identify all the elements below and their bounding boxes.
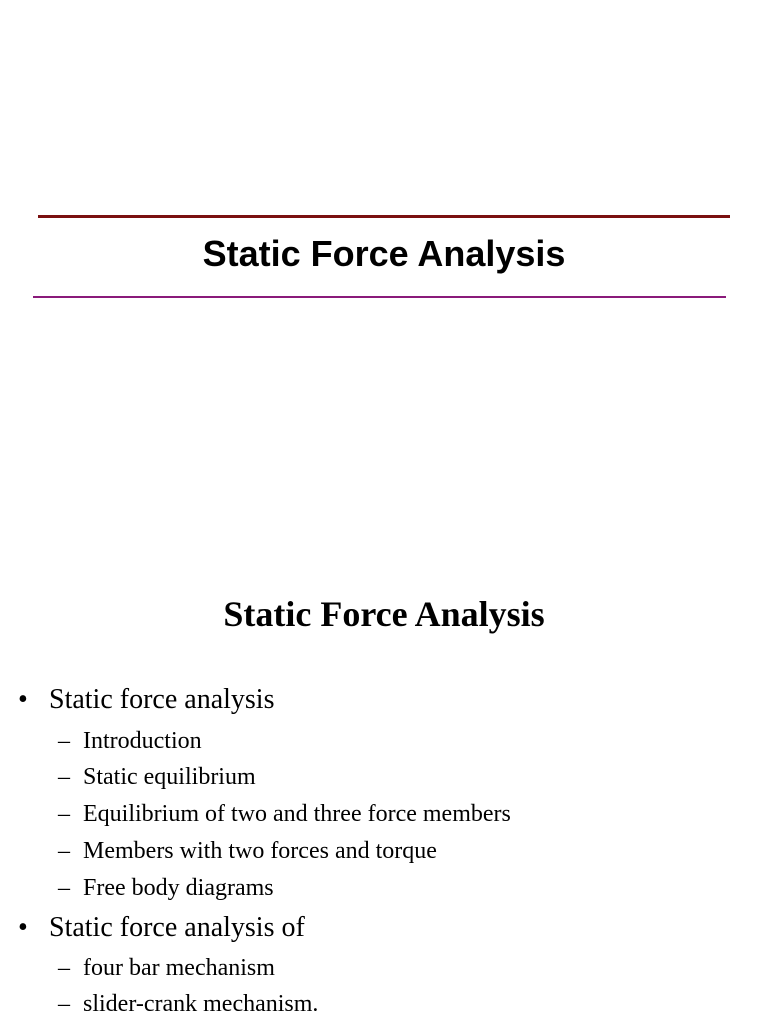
- sub-bullet-item: [58, 953, 275, 983]
- bullet-text: Static force analysis: [49, 684, 275, 715]
- sub-bullet-text: Members with two forces and torque: [83, 838, 437, 864]
- sub-bullet-marker: –: [58, 728, 70, 754]
- sub-bullet-marker: –: [58, 838, 70, 864]
- sub-bullet-text: Introduction: [83, 728, 202, 754]
- cover-title: Static Force Analysis: [202, 233, 566, 274]
- sub-bullet-marker: –: [58, 955, 70, 981]
- sub-bullet-text: Free body diagrams: [83, 875, 274, 901]
- sub-bullet-item: [58, 762, 256, 792]
- sub-bullet-marker: –: [58, 801, 70, 827]
- sub-bullet-marker: –: [58, 991, 70, 1017]
- sub-bullet-item: [58, 799, 511, 829]
- bullet-item: [18, 911, 305, 945]
- sub-bullet-marker: –: [58, 875, 70, 901]
- sub-bullet-item: [58, 989, 318, 1019]
- header-top-rule: [38, 215, 730, 218]
- bullet-marker: •: [18, 684, 28, 715]
- sub-bullet-item: [58, 873, 274, 903]
- sub-bullet-text: Equilibrium of two and three force members: [83, 801, 511, 827]
- sub-bullet-item: [58, 836, 437, 866]
- bullet-item: [18, 683, 274, 717]
- sub-bullet-text: Static equilibrium: [83, 764, 256, 790]
- bullet-text: Static force analysis of: [49, 912, 305, 943]
- sub-bullet-text: slider-crank mechanism.: [83, 991, 319, 1017]
- sub-bullet-text: four bar mechanism: [83, 955, 275, 981]
- bullet-marker: •: [18, 912, 28, 943]
- sub-bullet-marker: –: [58, 764, 70, 790]
- header-bottom-rule: [33, 296, 726, 298]
- sub-bullet-item: [58, 726, 202, 756]
- slide-title: Static Force Analysis: [223, 594, 545, 634]
